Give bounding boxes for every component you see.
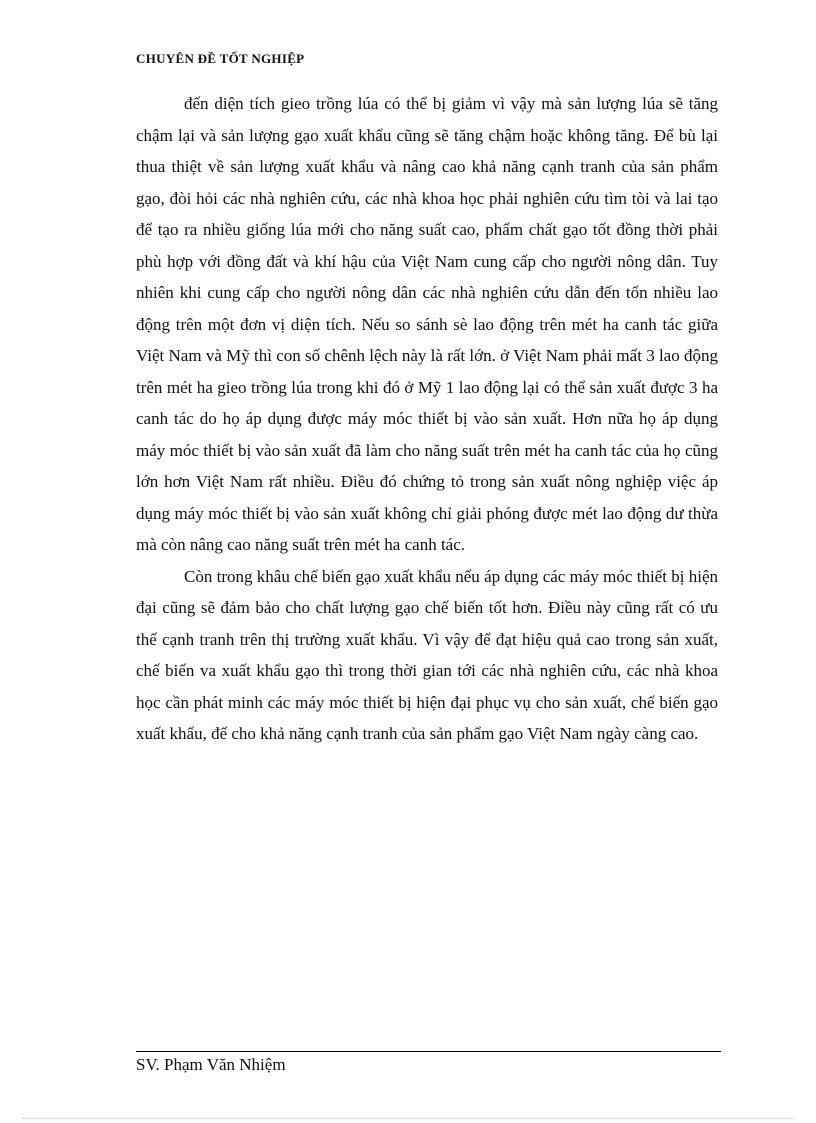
body-paragraph: đến diện tích gieo trồng lúa có thể bị giảm vì vậy mà sản lượng lúa sẽ tăng chậm lại và sản lượng gạo xuất khẩu cũng sẽ tăng chậm hoặc không tăng. Để bù lại thua thiệt về sản lượng xuất khẩu và nâng cao khả năng cạnh tranh của sản phẩm gạo, đòi hỏi các nhà nghiên cứu, các nhà khoa học phải nghiên cứu tìm tòi và lai tạo để tạo ra nhiều giống lúa mới cho năng suất cao, phẩm chất gạo tốt đồng thời phải phù hợp với đồng đất và khí hậu của Việt Nam cung cấp cho người nông dân. Tuy nhiên khi cung cấp cho người nông dân các nhà nghiên cứu dẫn đến tốn nhiều lao động trên một đơn vị diện tích. Nếu so sánh sè lao động trên mét ha canh tác giữa Việt Nam và Mỹ thì con số chênh lệch này là rất lớn. ở Việt Nam phải mất 3 lao động trên mét ha gieo trồng lúa trong khi đó ở Mỹ 1 lao động lại có thể sản xuất được 3 ha canh tác do họ áp dụng được máy móc thiết bị vào sản xuất. Hơn nữa họ áp dụng máy móc thiết bị vào sản xuất đã làm cho năng suất trên mét ha canh tác của họ cũng lớn hơn Việt Nam rất nhiều. Điều đó chứng tỏ trong sản xuất nông nghiệp việc áp dụng máy móc thiết bị vào sản xuất không chỉ giải phóng được mét lao động dư thừa mà còn nâng cao năng suất trên mét ha canh tác. [136,94,718,554]
footer-divider [136,1051,721,1052]
page-edge-divider [22,1118,794,1119]
body-paragraph: Còn trong khâu chế biến gạo xuất khẩu nếu áp dụng các máy móc thiết bị hiện đại cũng sẽ đảm bảo cho chất lượng gạo chế biến tốt hơn. Điều này cũng rất có ưu thế cạnh tranh trên thị trường xuất khẩu. Vì vậy để đạt hiệu quả cao trong sản xuất, chế biến va xuất khẩu gạo thì trong thời gian tới các nhà nghiên cứu, các nhà khoa học cần phát minh các máy móc thiết bị hiện đại phục vụ cho sản xuất, chế biến gạo xuất khẩu, để cho khả năng cạnh tranh của sản phẩm gạo Việt Nam ngày càng cao. [136,566,718,743]
document-body [136,88,718,750]
page-header-title: CHUYÊN ĐỀ TỐT NGHIỆP [136,51,305,66]
footer-author: SV. Phạm Văn Nhiệm [136,1055,286,1074]
